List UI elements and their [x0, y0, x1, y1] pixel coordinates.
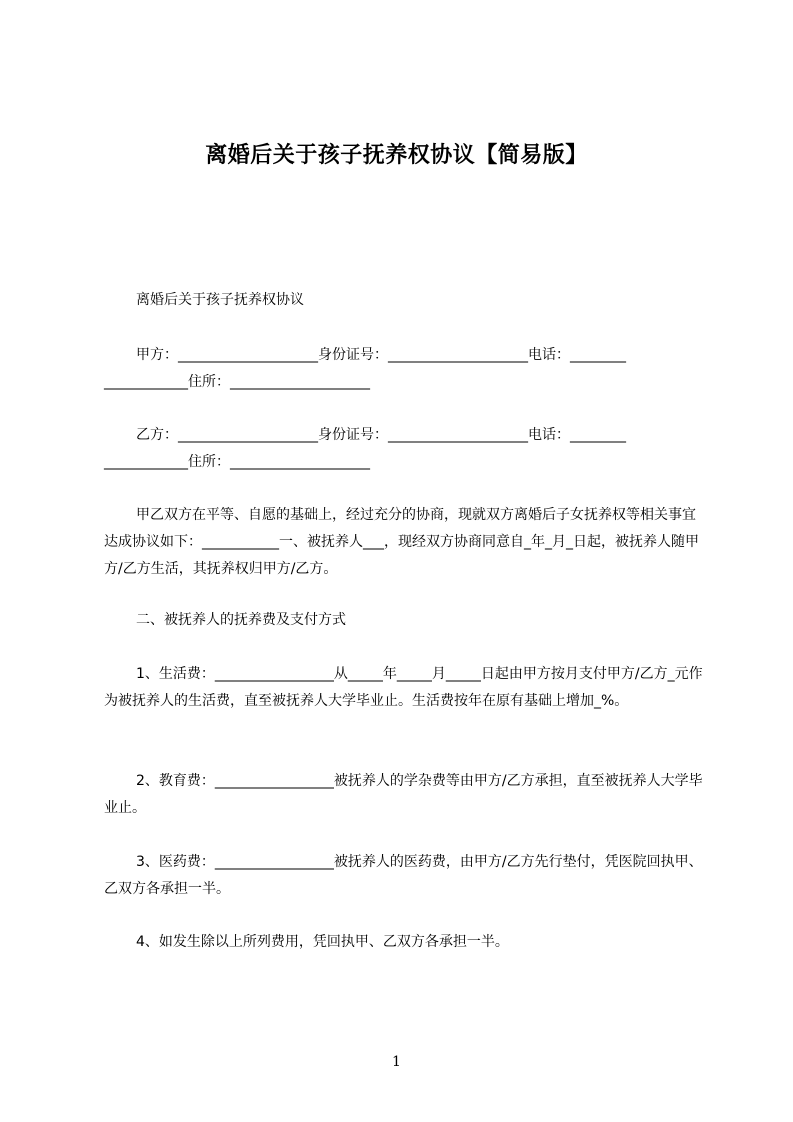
page-title: 离婚后关于孩子抚养权协议【简易版】 [205, 143, 588, 168]
item-other-expenses: 4、如发生除以上所列费用，凭回执甲、乙双方各承担一半。 [136, 934, 509, 950]
section2-heading: 二、被抚养人的抚养费及支付方式 [136, 612, 346, 628]
party-a-line1: 甲方：____________________身份证号：____________________电话：________ [136, 347, 626, 363]
page-number: 1 [392, 1054, 401, 1070]
preamble-paragraph: 甲乙双方在平等、自愿的基础上，经过充分的协商，现就双方离婚后子女抚养权等相关事宜达成协议如下：___________一、被抚养人___，现经双方协商同意自_年_月_日起，被抚养人随甲方/乙方生活，其抚养权归甲方/乙方。 [104, 507, 699, 577]
item-medical-expenses: 3、医药费：_________________被抚养人的医药费，由甲方/乙方先行垫付，凭医院回执甲、乙双方各承担一半。 [104, 854, 703, 897]
item-education-expenses: 2、教育费：_________________被抚养人的学杂费等由甲方/乙方承担，直至被抚养人大学毕业止。 [104, 773, 703, 816]
party-b-line1: 乙方：____________________身份证号：____________________电话：________ [136, 427, 626, 443]
document-subtitle: 离婚后关于孩子抚养权协议 [136, 292, 304, 308]
party-a-line2: ____________住所：____________________ [104, 374, 370, 390]
party-b-line2: ____________住所：____________________ [104, 454, 370, 470]
item-living-expenses: 1、生活费：_________________从_____年_____月_____日起由甲方按月支付甲方/乙方_元作为被抚养人的生活费，直至被抚养人大学毕业止。生活费按年在原有基础上增加_%。 [104, 666, 703, 709]
